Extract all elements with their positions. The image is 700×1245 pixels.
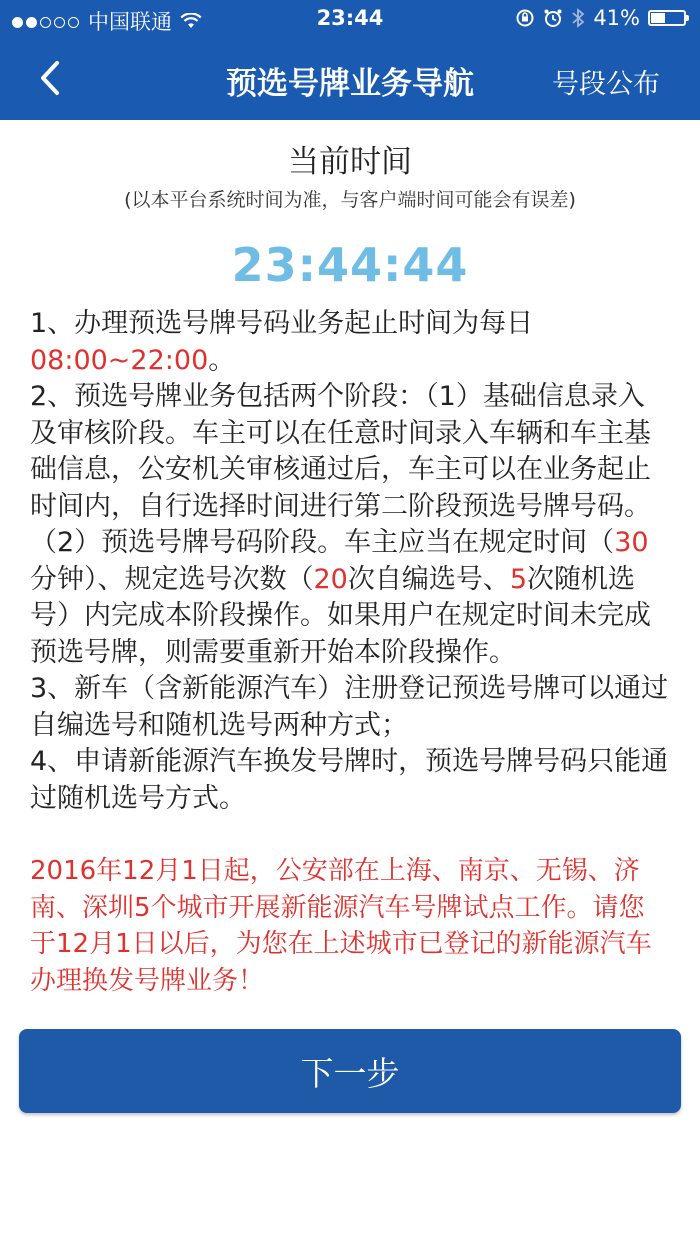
rule-2-text: 2、预选号牌业务包括两个阶段：（1）基础信息录入及审核阶段。车主可以在任意时间录入车辆和车主基础信息，公安机关审核通过后，车主可以在业务起止时间内，自行选择时间进行第二阶段预选号牌号码。（2）预选号牌号码阶段。车主应当在规定时间（	[30, 381, 651, 558]
rule-4-text: 4、申请新能源汽车换发号牌时，预选号牌号码只能通过随机选号方式。	[30, 746, 669, 814]
rule-1-text: 1、办理预选号牌号码业务起止时间为每日	[30, 308, 534, 339]
number-range-link[interactable]: 号段公布	[552, 69, 660, 100]
current-time-heading: 当前时间	[288, 144, 412, 180]
rule-3-text: 3、新车（含新能源汽车）注册登记预选号牌可以通过自编选号和随机选号两种方式；	[30, 673, 669, 741]
bluetooth-icon	[571, 8, 585, 28]
rule-2-text-d: 次随机选号）内完成本阶段操作。如果用户在规定时间未完成预选号牌，则需要重新开始本阶段操作。	[30, 563, 651, 668]
status-right	[515, 6, 686, 30]
page-title: 预选号牌业务导航	[226, 66, 474, 102]
next-step-button[interactable]: 下一步	[19, 1029, 681, 1113]
time-disclaimer: (以本平台系统时间为准，与客户端时间可能会有误差)	[124, 189, 576, 211]
navigation-bar	[0, 38, 700, 120]
status-clock: 23:44	[316, 6, 384, 30]
carrier-name: 中国联通	[88, 10, 172, 34]
alarm-clock-icon	[543, 8, 563, 28]
rotation-lock-icon	[515, 8, 535, 28]
time-limit-minutes: 30	[614, 527, 649, 558]
battery-percent: 41%	[593, 6, 640, 30]
main-content	[0, 120, 700, 999]
self-select-count: 20	[313, 563, 348, 595]
current-time-display: 23:44:44	[231, 238, 469, 292]
battery-icon	[648, 10, 686, 26]
rule-2-text-b: 分钟）、规定选号次数（	[30, 563, 314, 595]
rule-1-end: 。	[208, 344, 236, 376]
random-select-count: 5	[509, 563, 528, 595]
rules-text	[30, 306, 670, 817]
new-energy-notice: 2016年12月1日起，公安部在上海、南京、无锡、济南、深圳5个城市开展新能源汽车号牌试点工作。请您于12月1日以后，为您在上述城市已登记的新能源汽车办理换发号牌业务！	[30, 856, 652, 996]
status-bar	[0, 0, 700, 38]
rule-2-text-c: 次自编选号、	[347, 563, 510, 595]
business-hours: 08:00~22:00	[30, 344, 209, 376]
